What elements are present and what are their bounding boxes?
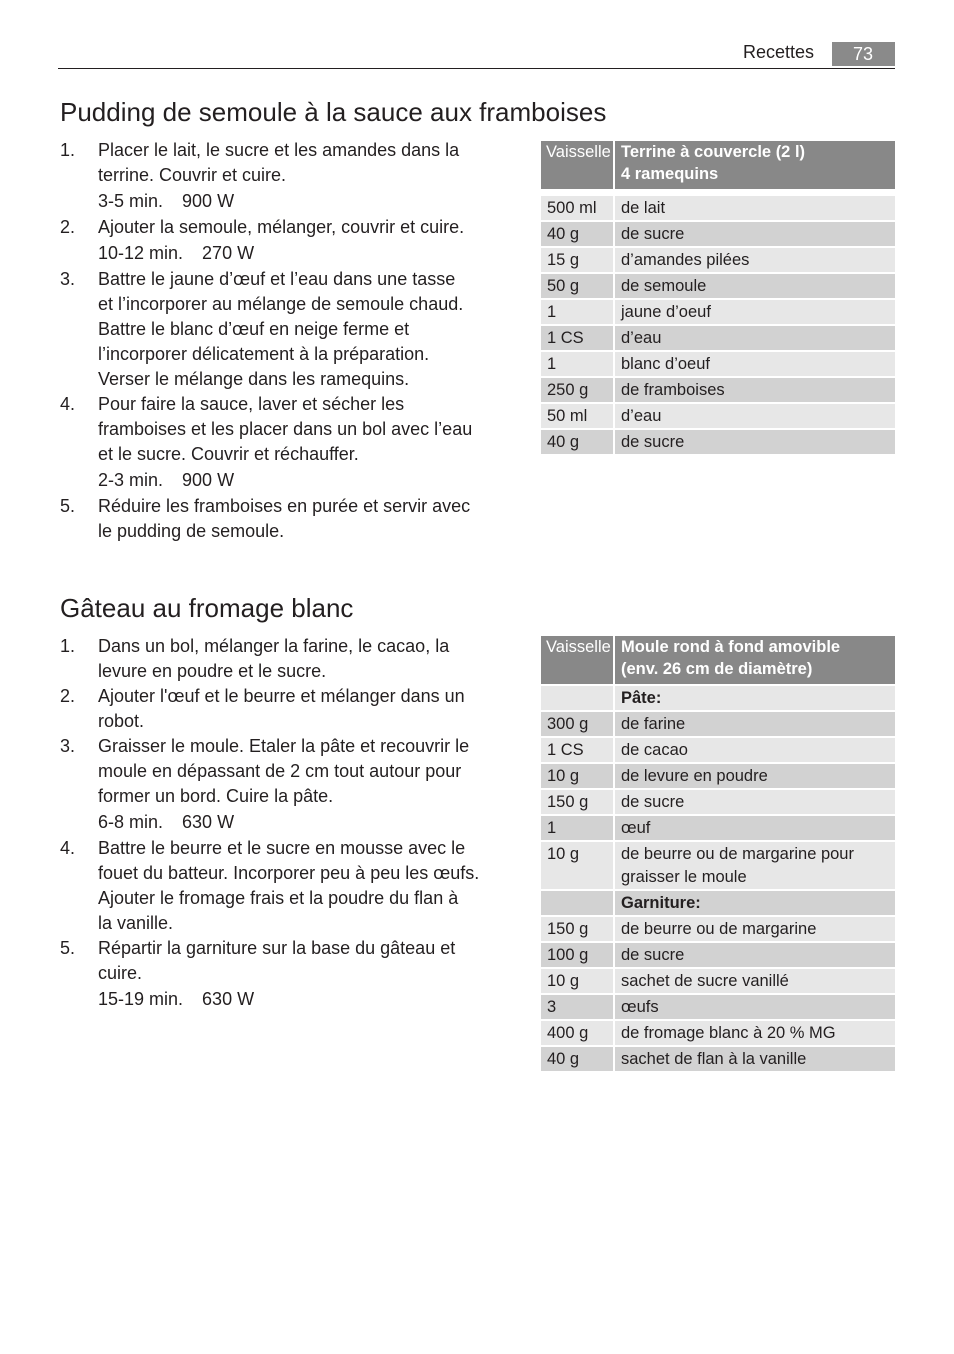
ingredient-quantity: 100 g — [541, 943, 613, 967]
step-line: Placer le lait, le sucre et les amandes dans la — [98, 140, 460, 160]
cooking-setting — [98, 468, 472, 493]
ingredient-name: d’eau — [615, 326, 895, 350]
ingredient-group-row — [541, 891, 895, 915]
ingredient-name: d’amandes pilées — [615, 248, 895, 272]
step-line: Dans un bol, mélanger la farine, le cacao, la — [98, 636, 450, 656]
step-line: robot. — [98, 711, 145, 731]
running-header-section: Recettes — [743, 42, 815, 62]
ingredient-row — [541, 326, 895, 350]
cooking-time: 2-3 min. — [98, 470, 164, 490]
ingredient-quantity: 1 — [541, 352, 613, 376]
step-text — [98, 936, 455, 1013]
ingredient-row — [541, 917, 895, 941]
ingredient-row — [541, 430, 895, 454]
step-number: 4. — [60, 394, 76, 414]
step-line: Ajouter la semoule, mélanger, couvrir et cuire. — [98, 217, 465, 237]
recipe-steps — [60, 138, 500, 544]
step-number: 5. — [60, 938, 76, 958]
table-header — [541, 141, 895, 189]
ingredient-quantity: 1 — [541, 816, 613, 840]
step-line: Ajouter l'œuf et le beurre et mélanger dans un — [98, 686, 465, 706]
ingredient-name: de sucre — [615, 222, 895, 246]
cooking-time: 6-8 min. — [98, 812, 164, 832]
ingredient-group-label: Pâte: — [615, 686, 895, 710]
cooking-time: 10-12 min. — [98, 243, 184, 263]
ingredient-name: de beurre ou de margarine pour graisser le moule — [615, 842, 895, 889]
step-item — [60, 734, 500, 836]
step-text — [98, 634, 449, 684]
ingredient-name: de sucre — [615, 790, 895, 814]
step-line: Battre le jaune d’œuf et l’eau dans une tasse — [98, 269, 456, 289]
ingredient-row — [541, 816, 895, 840]
ingredient-quantity: 50 ml — [541, 404, 613, 428]
ingredient-row — [541, 969, 895, 993]
ingredient-name: sachet de sucre vanillé — [615, 969, 895, 993]
step-line: la vanille. — [98, 913, 174, 933]
power-level: 900 W — [182, 191, 235, 211]
ingredient-row — [541, 790, 895, 814]
ingredient-name: de levure en poudre — [615, 764, 895, 788]
ingredient-quantity: 400 g — [541, 1021, 613, 1045]
step-line: levure en poudre et le sucre. — [98, 661, 327, 681]
cooking-setting — [98, 241, 464, 266]
step-number: 2. — [60, 217, 76, 237]
step-line: et l’incorporer au mélange de semoule chaud. — [98, 294, 464, 314]
ingredient-row — [541, 712, 895, 736]
ingredient-name: sachet de flan à la vanille — [615, 1047, 895, 1071]
step-item — [60, 138, 500, 215]
cookware-line: 4 ramequins — [621, 165, 719, 183]
cookware-label: Vaisselle — [541, 636, 613, 684]
ingredient-quantity: 40 g — [541, 222, 613, 246]
step-number: 2. — [60, 686, 76, 706]
step-number: 5. — [60, 496, 76, 516]
step-number: 4. — [60, 838, 76, 858]
step-item — [60, 494, 500, 544]
ingredient-row — [541, 1047, 895, 1071]
ingredient-quantity: 10 g — [541, 969, 613, 993]
cookware-label: Vaisselle — [541, 141, 613, 189]
ingredient-row — [541, 352, 895, 376]
ingredient-name: de beurre ou de margarine — [615, 917, 895, 941]
ingredient-quantity: 50 g — [541, 274, 613, 298]
ingredient-row — [541, 248, 895, 272]
step-line: former un bord. Cuire la pâte. — [98, 786, 334, 806]
step-text — [98, 684, 465, 734]
step-line: moule en dépassant de 2 cm tout autour pour — [98, 761, 462, 781]
power-level: 630 W — [182, 812, 235, 832]
ingredient-group-label: Garniture: — [615, 891, 895, 915]
ingredient-row — [541, 404, 895, 428]
ingredient-name: de framboises — [615, 378, 895, 402]
ingredient-quantity — [541, 686, 613, 710]
ingredient-row — [541, 1021, 895, 1045]
ingredient-quantity: 150 g — [541, 917, 613, 941]
step-text — [98, 138, 459, 215]
ingredient-row — [541, 222, 895, 246]
cookware-line: (env. 26 cm de diamètre) — [621, 660, 813, 678]
ingredient-name: de lait — [615, 196, 895, 220]
ingredient-quantity — [541, 891, 613, 915]
step-text — [98, 494, 470, 544]
ingredient-name: de semoule — [615, 274, 895, 298]
step-line: framboises et les placer dans un bol avec l’eau — [98, 419, 473, 439]
table-header — [541, 636, 895, 684]
ingredient-quantity: 500 ml — [541, 196, 613, 220]
ingredient-quantity: 250 g — [541, 378, 613, 402]
step-number: 1. — [60, 140, 76, 160]
ingredient-quantity: 10 g — [541, 764, 613, 788]
ingredient-row — [541, 738, 895, 762]
recipe-title: Pudding de semoule à la sauce aux framboises — [60, 97, 607, 127]
ingredient-quantity: 10 g — [541, 842, 613, 889]
ingredient-quantity: 40 g — [541, 1047, 613, 1071]
cookware-line: Terrine à couvercle (2 l) — [621, 143, 806, 161]
step-number: 1. — [60, 636, 76, 656]
ingredient-quantity: 15 g — [541, 248, 613, 272]
ingredient-name: œuf — [615, 816, 895, 840]
step-line: cuire. — [98, 963, 143, 983]
step-line: et le sucre. Couvrir et réchauffer. — [98, 444, 359, 464]
cooking-time: 3-5 min. — [98, 191, 164, 211]
ingredient-name: blanc d’oeuf — [615, 352, 895, 376]
step-line: Réduire les framboises en purée et servir avec — [98, 496, 471, 516]
cooking-setting — [98, 810, 469, 835]
step-line: le pudding de semoule. — [98, 521, 285, 541]
step-line: Pour faire la sauce, laver et sécher les — [98, 394, 405, 414]
step-item — [60, 836, 500, 936]
ingredient-list — [541, 196, 895, 454]
cooking-time: 15-19 min. — [98, 989, 184, 1009]
step-item — [60, 634, 500, 684]
cookware-description — [615, 141, 895, 189]
ingredient-name: œufs — [615, 995, 895, 1019]
ingredient-row — [541, 995, 895, 1019]
ingredient-list — [541, 686, 895, 1071]
step-line: Battre le blanc d’œuf en neige ferme et — [98, 319, 410, 339]
ingredient-name: de farine — [615, 712, 895, 736]
recipe-steps — [60, 634, 500, 1013]
cooking-setting — [98, 987, 455, 1012]
step-text — [98, 392, 472, 494]
power-level: 900 W — [182, 470, 235, 490]
ingredient-row — [541, 943, 895, 967]
step-line: Verser le mélange dans les ramequins. — [98, 369, 410, 389]
ingredient-row — [541, 196, 895, 220]
recipe-title: Gâteau au fromage blanc — [60, 593, 354, 623]
power-level: 630 W — [202, 989, 255, 1009]
ingredient-name: de fromage blanc à 20 % MG — [615, 1021, 895, 1045]
step-line: Répartir la garniture sur la base du gâteau et — [98, 938, 456, 958]
ingredient-row — [541, 764, 895, 788]
page-number-badge: 73 — [832, 42, 895, 66]
ingredient-name: de sucre — [615, 943, 895, 967]
step-item — [60, 267, 500, 392]
step-number: 3. — [60, 269, 76, 289]
cookware-description — [615, 636, 895, 684]
power-level: 270 W — [202, 243, 255, 263]
ingredient-row — [541, 842, 895, 889]
step-item — [60, 936, 500, 1013]
step-item — [60, 215, 500, 267]
ingredient-name: de cacao — [615, 738, 895, 762]
header-rule — [58, 68, 895, 69]
cooking-setting — [98, 189, 459, 214]
step-line: fouet du batteur. Incorporer peu à peu les œufs. — [98, 863, 480, 883]
ingredient-quantity: 1 CS — [541, 738, 613, 762]
ingredient-row — [541, 274, 895, 298]
step-line: Graisser le moule. Etaler la pâte et recouvrir le — [98, 736, 470, 756]
step-item — [60, 392, 500, 494]
step-number: 3. — [60, 736, 76, 756]
step-item — [60, 684, 500, 734]
step-line: Battre le beurre et le sucre en mousse avec le — [98, 838, 466, 858]
step-line: Ajouter le fromage frais et la poudre du flan à — [98, 888, 459, 908]
ingredient-quantity: 150 g — [541, 790, 613, 814]
ingredients-table — [541, 636, 895, 1071]
ingredient-row — [541, 378, 895, 402]
ingredient-quantity: 3 — [541, 995, 613, 1019]
step-text — [98, 836, 479, 936]
ingredient-name: de sucre — [615, 430, 895, 454]
ingredient-group-row — [541, 686, 895, 710]
cookware-line: Moule rond à fond amovible — [621, 638, 841, 656]
ingredient-row — [541, 300, 895, 324]
step-line: l’incorporer délicatement à la préparation. — [98, 344, 430, 364]
ingredient-name: d’eau — [615, 404, 895, 428]
ingredient-quantity: 1 CS — [541, 326, 613, 350]
ingredient-name: jaune d’oeuf — [615, 300, 895, 324]
ingredients-table — [541, 141, 895, 454]
ingredient-quantity: 1 — [541, 300, 613, 324]
step-line: terrine. Couvrir et cuire. — [98, 165, 287, 185]
ingredient-quantity: 40 g — [541, 430, 613, 454]
step-text — [98, 215, 464, 267]
step-text — [98, 267, 463, 392]
step-text — [98, 734, 469, 836]
ingredient-quantity: 300 g — [541, 712, 613, 736]
